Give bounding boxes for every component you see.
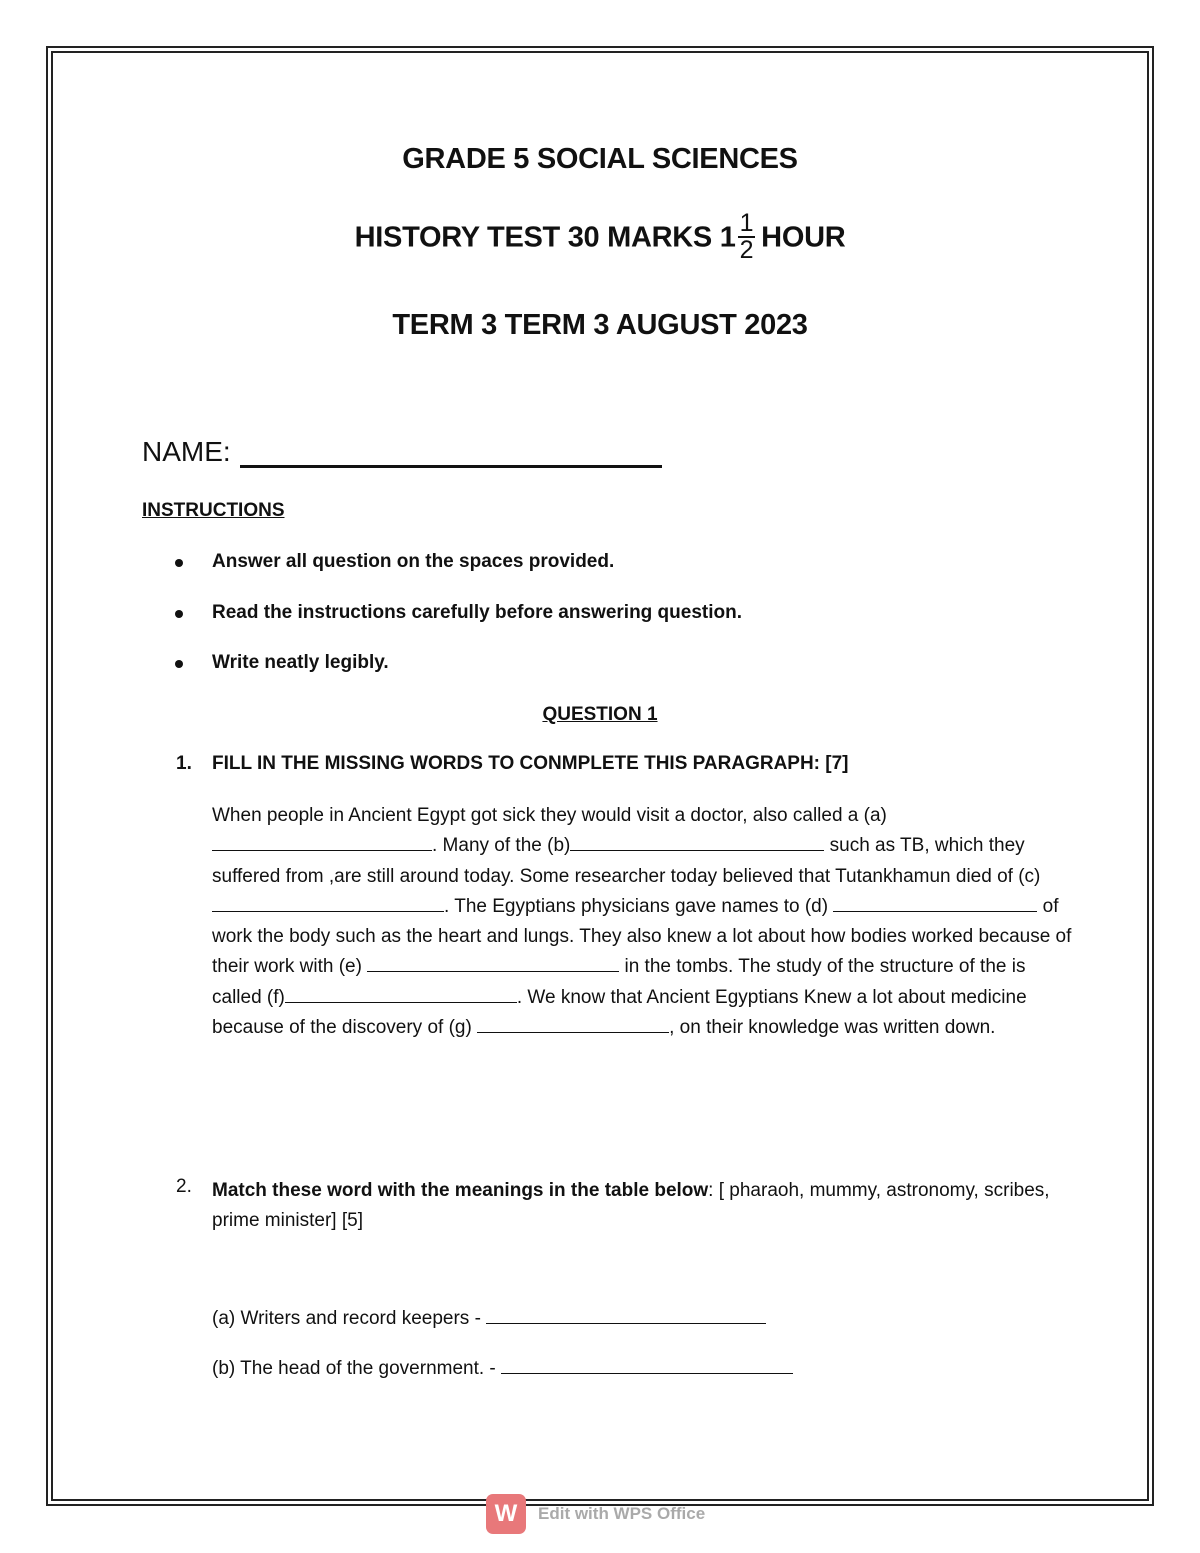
wps-watermark[interactable]: [486, 1494, 705, 1534]
instruction-item: Answer all question on the spaces provided.: [212, 551, 615, 572]
answer-blank-b[interactable]: [501, 1355, 793, 1374]
question2-prompt: [212, 1176, 1072, 1237]
question2-prompt-bold: Match these word with the meanings in the table below: [212, 1180, 709, 1201]
blank-e[interactable]: [367, 953, 619, 972]
page-border-inner: [51, 51, 1149, 1501]
instruction-item: Read the instructions carefully before answering question.: [212, 602, 742, 623]
blank-f[interactable]: [285, 984, 517, 1003]
question2-item-text: (a) Writers and record keepers -: [212, 1308, 487, 1329]
name-answer-line[interactable]: [240, 465, 662, 468]
question1-prompt: FILL IN THE MISSING WORDS TO CONMPLETE THIS PARAGRAPH: [7]: [212, 753, 849, 774]
question2-item-a: [212, 1305, 766, 1330]
instruction-item: Write neatly legibly.: [212, 652, 389, 673]
paragraph-text: such as TB, which they suffered from ,are still around today. Some researcher today believed that Tutankhamun died of (c): [212, 835, 1041, 887]
question2-number: 2.: [176, 1176, 192, 1197]
blank-d[interactable]: [833, 893, 1037, 912]
paragraph-text: . We know that Ancient Egyptians Knew a lot about medicine because of the discovery of (g): [212, 986, 1027, 1039]
answer-blank-a[interactable]: [486, 1305, 766, 1324]
question1-paragraph: [212, 801, 1072, 1043]
title-test-suffix: HOUR: [761, 221, 846, 254]
wps-logo-icon: W: [486, 1494, 526, 1534]
bullet-icon: [175, 660, 183, 668]
question2-prompt-rest: : [ pharaoh, mummy, astronomy, scribes, prime minister] [5]: [212, 1180, 1050, 1232]
blank-a[interactable]: [212, 832, 432, 851]
question1-heading: QUESTION 1: [542, 704, 658, 725]
question2-item-text: (b) The head of the government. -: [212, 1358, 502, 1379]
paragraph-text: When people in Ancient Egypt got sick they would visit a doctor, also called a (a): [212, 805, 887, 826]
blank-b[interactable]: [570, 832, 824, 851]
paragraph-text: , on their knowledge was written down.: [669, 1017, 996, 1039]
bullet-icon: [175, 559, 183, 567]
instructions-heading: INSTRUCTIONS: [142, 500, 285, 521]
name-label: NAME:: [142, 436, 231, 467]
blank-c[interactable]: [212, 893, 444, 912]
bullet-icon: [175, 610, 183, 618]
title-subject: GRADE 5 SOCIAL SCIENCES: [402, 143, 798, 175]
paragraph-text: . Many of the (b): [432, 835, 571, 857]
title-test-info: [0, 209, 1200, 265]
fraction-denominator: 2: [739, 236, 754, 264]
title-term: TERM 3 TERM 3 AUGUST 2023: [392, 309, 808, 341]
half-fraction: [738, 211, 756, 263]
blank-g[interactable]: [477, 1014, 669, 1033]
title-test-prefix: HISTORY TEST 30 MARKS 1: [354, 221, 736, 254]
paragraph-text: in the tombs. The study of the structure of the is called (f): [212, 956, 1026, 1008]
paragraph-text: . The Egyptians physicians gave names to (d): [444, 895, 834, 917]
wps-watermark-text: Edit with WPS Office: [538, 1504, 706, 1523]
question2-item-b: [212, 1355, 793, 1380]
paragraph-text: of work the body such as the heart and lungs. They also knew a lot about how bodies worked because of their work with (e): [212, 895, 1072, 978]
fraction-numerator: 1: [739, 209, 754, 237]
question1-number: 1.: [176, 753, 192, 774]
